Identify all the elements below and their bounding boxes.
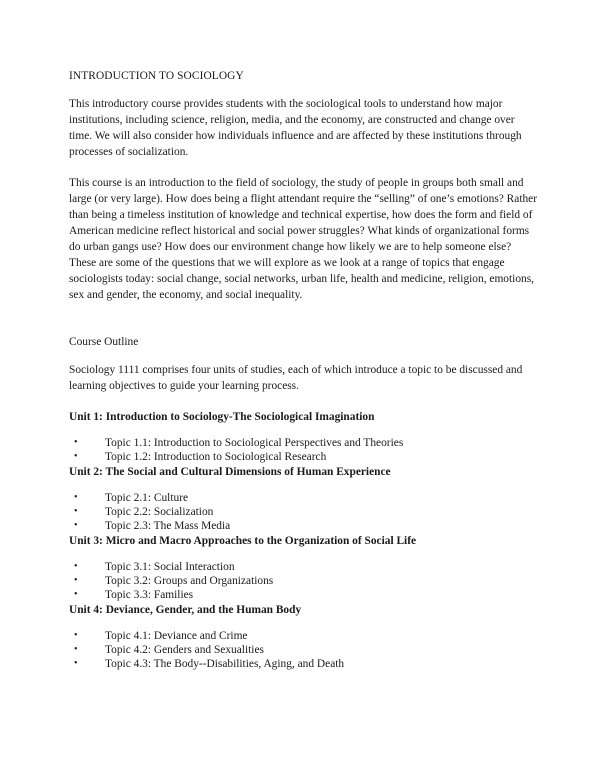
unit-title: Unit 3: Micro and Macro Approaches to the Organization of Social Life <box>69 535 417 547</box>
document-body <box>69 68 539 671</box>
topic-label: Topic 1.1: Introduction to Sociological Perspectives and Theories <box>105 437 404 449</box>
topic-label: Topic 3.2: Groups and Organizations <box>105 575 274 587</box>
topic-label: Topic 4.2: Genders and Sexualities <box>105 644 264 656</box>
topic-label: Topic 2.3: The Mass Media <box>105 520 231 532</box>
topic-label: Topic 2.1: Culture <box>105 492 189 504</box>
bullet-icon: • <box>74 451 78 462</box>
document-title: INTRODUCTION TO SOCIOLOGY <box>69 70 244 82</box>
topic-item <box>69 436 539 450</box>
intro-paragraph-1: This introductory course provides students with the sociological tools to understand how major institutions, including science, religion, media, and the economy, are constructed and change over time. We will also consider how individuals influence and are affected by these institutions through processes of socialization. <box>69 98 522 158</box>
unit-3 <box>69 533 539 602</box>
unit-title: Unit 1: Introduction to Sociology-The Sociological Imagination <box>69 411 375 423</box>
unit-title: Unit 2: The Social and Cultural Dimensions of Human Experience <box>69 466 391 478</box>
topic-item <box>69 450 539 464</box>
course-outline-intro: Sociology 1111 comprises four units of studies, each of which introduce a topic to be discussed and learning objectives to guide your learning process. <box>69 364 523 392</box>
topic-label: Topic 4.3: The Body--Disabilities, Aging, and Death <box>105 658 345 670</box>
topic-item <box>69 657 539 671</box>
topic-item <box>69 491 539 505</box>
topic-item <box>69 519 539 533</box>
bullet-icon: • <box>74 658 78 669</box>
topic-list <box>69 436 539 464</box>
topic-list <box>69 629 539 671</box>
topic-item <box>69 505 539 519</box>
unit-1 <box>69 409 539 464</box>
topic-list <box>69 560 539 602</box>
bullet-icon: • <box>74 630 78 641</box>
topic-label: Topic 3.1: Social Interaction <box>105 561 235 573</box>
bullet-icon: • <box>74 589 78 600</box>
bullet-icon: • <box>74 644 78 655</box>
topic-label: Topic 4.1: Deviance and Crime <box>105 630 248 642</box>
unit-4 <box>69 602 539 671</box>
topic-label: Topic 2.2: Socialization <box>105 506 214 518</box>
topic-item <box>69 629 539 643</box>
topic-label: Topic 3.3: Families <box>105 589 194 601</box>
bullet-icon: • <box>74 506 78 517</box>
bullet-icon: • <box>74 520 78 531</box>
bullet-icon: • <box>74 437 78 448</box>
bullet-icon: • <box>74 492 78 503</box>
course-outline-heading: Course Outline <box>69 336 139 348</box>
bullet-icon: • <box>74 575 78 586</box>
topic-item <box>69 574 539 588</box>
bullet-icon: • <box>74 561 78 572</box>
topic-item <box>69 643 539 657</box>
topic-label: Topic 1.2: Introduction to Sociological Research <box>105 451 327 463</box>
topic-item <box>69 560 539 574</box>
section-spacer <box>69 318 539 334</box>
intro-paragraph-2: This course is an introduction to the field of sociology, the study of people in groups both small and large (or very large). How does being a flight attendant require the “selling” of one’s emotions? Rather than being a timeless institution of knowledge and technical expertise, how does the form and field of American medicine reflect historical and social power struggles? What kinds of organizational forms do urban gangs use? How does our environment change how likely we are to help someone else? These are some of the questions that we will explore as we look at a range of topics that engage sociologists today: social change, social networks, urban life, health and medicine, religion, emotions, sex and gender, the economy, and social inequality. <box>69 177 538 301</box>
topic-list <box>69 491 539 533</box>
unit-2 <box>69 464 539 533</box>
topic-item <box>69 588 539 602</box>
unit-title: Unit 4: Deviance, Gender, and the Human Body <box>69 604 302 616</box>
